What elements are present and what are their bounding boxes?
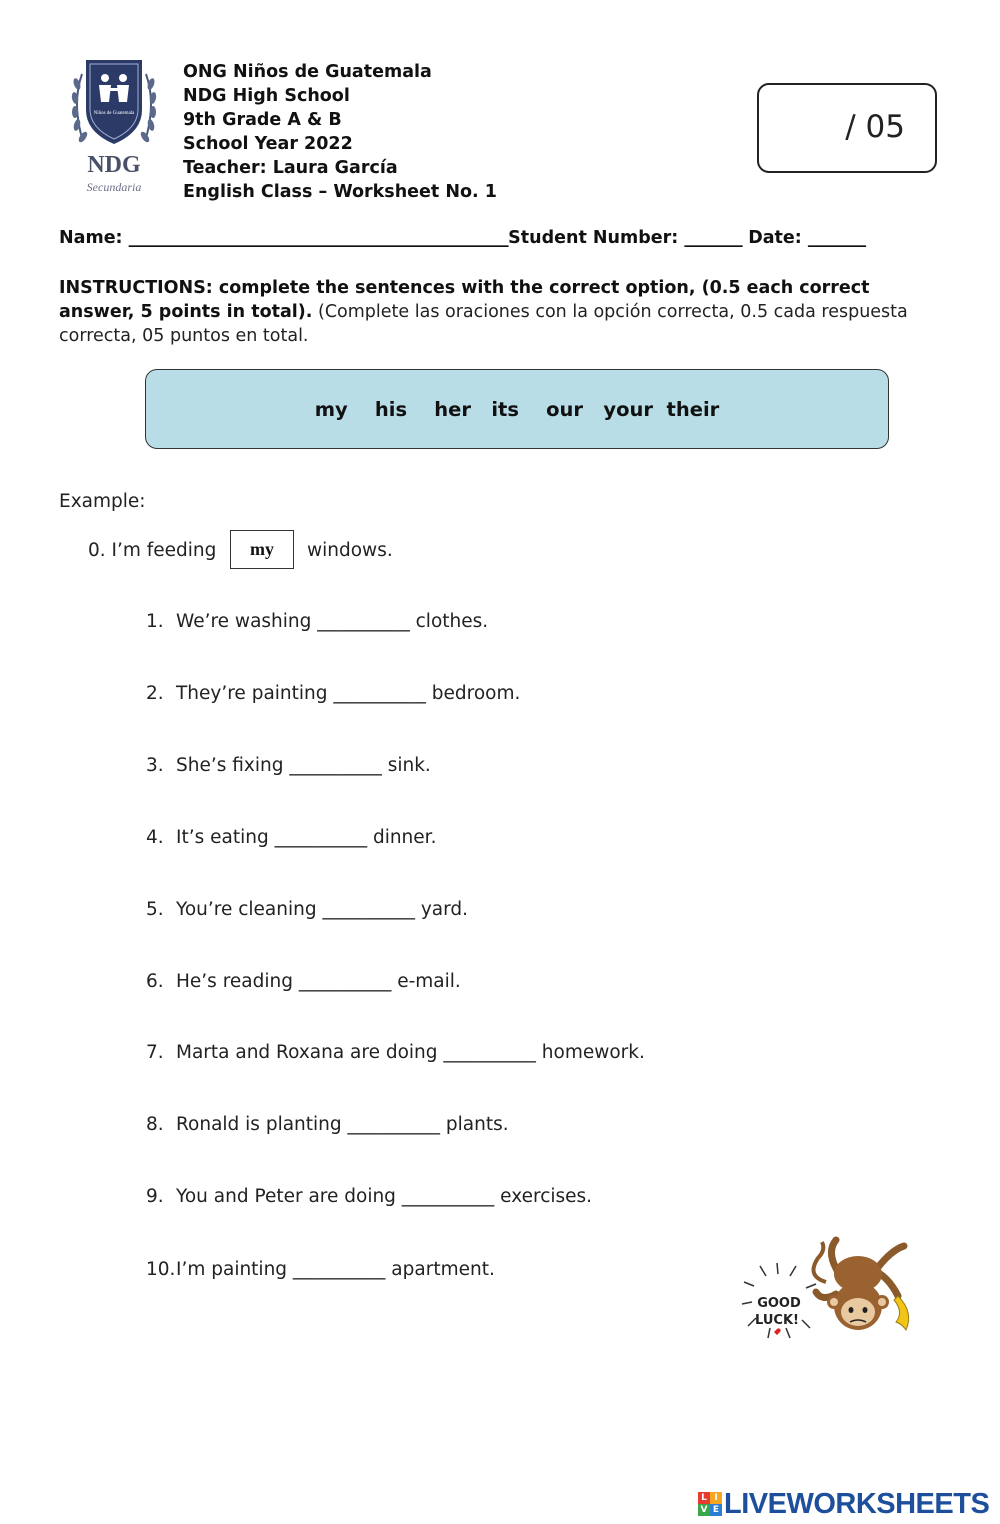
word-bank <box>145 369 889 449</box>
question-text: She’s fixing __________ sink. <box>176 755 431 776</box>
question-text: Ronald is planting __________ plants. <box>176 1114 509 1135</box>
example-sentence-end: windows. <box>307 540 393 561</box>
badge-letter: V <box>698 1504 710 1516</box>
question-text: He’s reading __________ e-mail. <box>176 971 461 992</box>
question-6[interactable] <box>146 971 461 992</box>
question-1[interactable] <box>146 611 488 632</box>
svg-text:Niños de Guatemala: Niños de Guatemala <box>93 111 135 116</box>
school-logo <box>68 52 160 202</box>
svg-text:GOOD: GOOD <box>757 1296 801 1311</box>
instructions-english: INSTRUCTIONS: complete the sentences with the correct option, (0.5 each correct answer, 5 points in total). <box>59 278 870 322</box>
grade: 9th Grade A & B <box>183 110 342 130</box>
name-field[interactable]: ______________________________________________ <box>128 228 509 248</box>
student-number-label: Student Number: <box>508 228 679 248</box>
good-luck-illustration <box>726 1232 921 1347</box>
question-5[interactable] <box>146 899 468 920</box>
question-text: It’s eating __________ dinner. <box>176 827 437 848</box>
score-total: / 05 <box>845 109 905 145</box>
school-info <box>183 60 497 204</box>
teacher: Teacher: Laura García <box>183 158 398 178</box>
question-text: You and Peter are doing __________ exercises. <box>176 1186 593 1207</box>
question-text: Marta and Roxana are doing __________ homework. <box>176 1042 645 1063</box>
example-answer-box: my <box>230 530 294 569</box>
example-sentence-start: 0. I’m feeding <box>88 540 217 561</box>
instructions-spanish: (Complete las oraciones con la opción correcta, 0.5 cada respuesta correcta, 05 puntos en total. <box>59 302 908 346</box>
question-7[interactable] <box>146 1042 645 1063</box>
school-year: School Year 2022 <box>183 134 353 154</box>
question-number: 4. <box>146 827 164 848</box>
question-number: 1. <box>146 611 164 632</box>
question-text: We’re washing __________ clothes. <box>176 611 489 632</box>
organization-name: ONG Niños de Guatemala <box>183 62 432 82</box>
question-number: 6. <box>146 971 164 992</box>
name-label: Name: <box>59 228 123 248</box>
question-text: They’re painting __________ bedroom. <box>176 683 521 704</box>
brand-name: LIVEWORKSHEETS <box>724 1487 990 1520</box>
question-text: I’m painting __________ apartment. <box>176 1259 495 1280</box>
instructions <box>59 276 939 348</box>
question-number: 5. <box>146 899 164 920</box>
badge-letter: I <box>710 1492 722 1504</box>
question-text: You’re cleaning __________ yard. <box>176 899 469 920</box>
date-label: Date: <box>748 228 802 248</box>
svg-text:LUCK!: LUCK! <box>755 1313 799 1328</box>
student-number-field[interactable]: _______ <box>684 228 743 248</box>
badge-letter: L <box>698 1492 710 1504</box>
live-badge-icon <box>698 1492 722 1516</box>
question-number: 3. <box>146 755 164 776</box>
question-2[interactable] <box>146 683 520 704</box>
worksheet-title: English Class – Worksheet No. 1 <box>183 182 497 202</box>
question-3[interactable] <box>146 755 431 776</box>
svg-text:NDG: NDG <box>87 152 141 178</box>
question-4[interactable] <box>146 827 436 848</box>
student-fields <box>59 228 866 248</box>
date-field[interactable]: _______ <box>807 228 866 248</box>
question-number: 10. <box>146 1259 176 1280</box>
word-bank-words: my his her its our your their <box>314 397 720 421</box>
question-9[interactable] <box>146 1186 592 1207</box>
question-8[interactable] <box>146 1114 509 1135</box>
question-number: 2. <box>146 683 164 704</box>
monkey-icon <box>726 1232 921 1347</box>
school-crest-icon <box>68 52 160 202</box>
school-name: NDG High School <box>183 86 350 106</box>
question-10[interactable] <box>146 1259 495 1280</box>
score-box <box>757 83 937 173</box>
svg-text:Secundaria: Secundaria <box>86 180 142 194</box>
question-number: 8. <box>146 1114 164 1135</box>
question-number: 7. <box>146 1042 164 1063</box>
question-number: 9. <box>146 1186 164 1207</box>
liveworksheets-logo <box>698 1486 989 1522</box>
badge-letter: E <box>710 1504 722 1516</box>
example-label: Example: <box>59 491 146 512</box>
